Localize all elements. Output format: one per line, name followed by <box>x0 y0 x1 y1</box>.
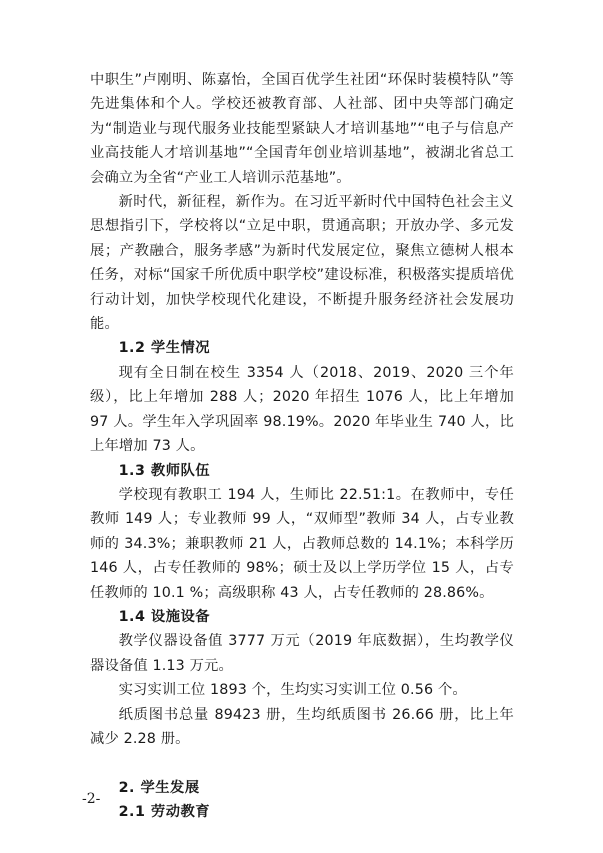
paragraph-equipment: 教学仪器设备值 3777 万元（2019 年底数据），生均教学仪器设备值 1.13 万元。 <box>90 633 514 674</box>
section-heading-student-development: 2. 学生发展 <box>118 779 200 796</box>
section-heading-labor-education: 2.1 劳动教育 <box>118 804 211 821</box>
section-heading-teachers: 1.3 教师队伍 <box>118 462 211 479</box>
paragraph-students: 现有全日制在校生 3354 人（2018、2019、2020 三个年级），比上年增加 288 人；2020 年招生 1076 人，比上年增加 97 人。学生年入学巩固率 98.19%。2020 年毕业生 740 人，比上年增加 73 人。 <box>90 364 514 455</box>
paragraph-teachers: 学校现有教职工 194 人，生师比 22.51:1。在教师中，专任教师 149 人；专业教师 99 人，“双师型”教师 34 人，占专业教师的 34.3%；兼职教师 21 人，占教师总数的 14.1%；本科学历 146 人，占专任教师的 98%；硕士及以上学历学位 15 人，占专任教师的 10.1 %；高级职称 43 人，占专任教师的 28.86%。 <box>90 486 514 601</box>
page-number: -2- <box>82 791 101 807</box>
section-heading-facilities: 1.4 设施设备 <box>118 608 211 625</box>
paragraph-new-era: 新时代，新征程，新作为。在习近平新时代中国特色社会主义思想指引下，学校将以“立足中职，贯通高职；开放办学、多元发展；产教融合，服务孝感”为新时代发展定位，聚焦立德树人根本任务，对标“国家千所优质中职学校”建设标准，积极落实提质培优行动计划，加快学校现代化建设，不断提升服务经济社会发展功能。 <box>90 194 514 333</box>
page-body <box>90 68 514 825</box>
section-spacer <box>90 751 514 775</box>
paragraph-books: 纸质图书总量 89423 册，生均纸质图书 26.66 册，比上年减少 2.28 册。 <box>90 706 514 747</box>
paragraph-training-stations: 实习实训工位 1893 个，生均实习实训工位 0.56 个。 <box>118 682 467 699</box>
section-heading-students: 1.2 学生情况 <box>118 340 211 357</box>
paragraph-honors: 中职生”卢刚明、陈嘉怡，全国百优学生社团“环保时装模特队”等先进集体和个人。学校还被教育部、人社部、团中央等部门确定为“制造业与现代服务业技能型紧缺人才培训基地”“电子与信息产业高技能人才培训基地”“全国青年创业培训基地”，被湖北省总工会确立为全省“产业工人培训示范基地”。 <box>90 72 514 186</box>
